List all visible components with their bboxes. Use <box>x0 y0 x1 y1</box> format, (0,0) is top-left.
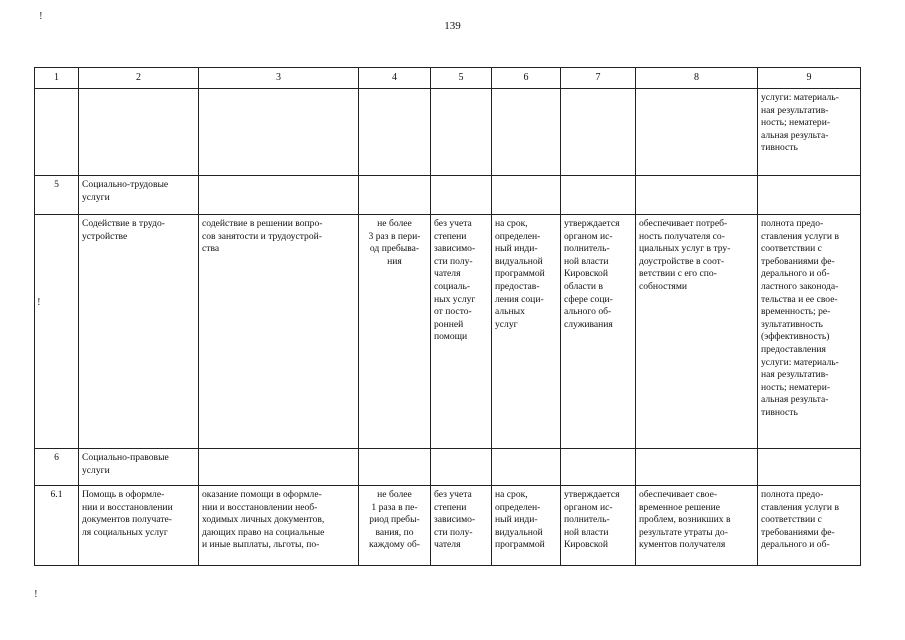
header-cell: 9 <box>758 68 861 89</box>
header-cell: 2 <box>79 68 199 89</box>
cell-term <box>492 176 561 215</box>
cell-term <box>492 449 561 486</box>
table-row <box>35 486 861 566</box>
cell-description: оказание помощи в оформле- нии и восстановлении необ- ходимых личных документов, дающих право на социальные и иные выплаты, льготы, по- <box>199 486 359 566</box>
table-row <box>35 215 861 449</box>
cell-conditions <box>758 449 861 486</box>
cell-service-name: Помощь в оформле- нии и восстановлении документов получате- ля социальных услуг <box>79 486 199 566</box>
cell-indicators <box>636 176 758 215</box>
cell-conditions: услуги: материаль- ная результатив- ность; нематери- альная результа- тивность <box>758 89 861 176</box>
cell-indicators <box>636 89 758 176</box>
cell-service-name: Социально-трудовые услуги <box>79 176 199 215</box>
page-number: 139 <box>444 20 461 32</box>
cell-conditions <box>758 176 861 215</box>
cell-indicators: обеспечивает свое- временное решение проблем, возникших в результате утраты до- кументов получателя <box>636 486 758 566</box>
table-row-section <box>35 449 861 486</box>
cell-frequency <box>359 176 431 215</box>
cell-tariff <box>561 89 636 176</box>
cell-conditions: полнота предо- ставления услуги в соответствии с требованиями фе- дерального и об- ластного законода- тельства и ее свое- временность; ре- зультативность (эффективность) предоставления услуги: материаль- ная результатив- ность; нематери- альная результа- тивность <box>758 215 861 449</box>
services-table <box>34 67 861 566</box>
cell-frequency <box>359 89 431 176</box>
cell-number: 6 <box>35 449 79 486</box>
header-cell: 4 <box>359 68 431 89</box>
cell-dependency <box>431 176 492 215</box>
cell-frequency <box>359 449 431 486</box>
cell-description <box>199 89 359 176</box>
cell-term: на срок, определен- ный инди- видуальной программой <box>492 486 561 566</box>
cell-tariff: утверждается органом ис- полнитель- ной власти Кировской области в сфере соци- ального об- служивания <box>561 215 636 449</box>
cell-number: 5 <box>35 176 79 215</box>
cell-frequency: не более 1 раза в пе- риод пребы- вания, по каждому об- <box>359 486 431 566</box>
table-row <box>35 89 861 176</box>
cell-service-name <box>79 89 199 176</box>
margin-mark: ! <box>39 10 43 22</box>
header-cell: 6 <box>492 68 561 89</box>
cell-number: 6.1 <box>35 486 79 566</box>
cell-indicators: обеспечивает потреб- ность получателя со- циальных услуг в тру- доустройстве в соот- ветствии с его спо- собностями <box>636 215 758 449</box>
cell-tariff <box>561 176 636 215</box>
header-cell: 1 <box>35 68 79 89</box>
margin-mark: ! <box>34 588 38 600</box>
cell-frequency: не более 3 раз в пери- од пребыва- ния <box>359 215 431 449</box>
header-cell: 5 <box>431 68 492 89</box>
cell-term: на срок, определен- ный инди- видуальной программой предостав- ления соци- альных услуг <box>492 215 561 449</box>
cell-service-name: Содействие в трудо- устройстве <box>79 215 199 449</box>
cell-number <box>35 215 79 449</box>
header-cell: 7 <box>561 68 636 89</box>
header-row <box>35 68 861 89</box>
table-row-section <box>35 176 861 215</box>
cell-dependency <box>431 449 492 486</box>
cell-dependency <box>431 89 492 176</box>
cell-indicators <box>636 449 758 486</box>
cell-term <box>492 89 561 176</box>
margin-mark: ! <box>37 296 41 308</box>
cell-dependency: без учета степени зависимо- сти полу- чателя <box>431 486 492 566</box>
header-cell: 8 <box>636 68 758 89</box>
cell-service-name: Социально-правовые услуги <box>79 449 199 486</box>
cell-description <box>199 449 359 486</box>
cell-description: содействие в решении вопро- сов занятости и трудоустрой- ства <box>199 215 359 449</box>
cell-description <box>199 176 359 215</box>
header-cell: 3 <box>199 68 359 89</box>
cell-tariff <box>561 449 636 486</box>
cell-conditions: полнота предо- ставления услуги в соответствии с требованиями фе- дерального и об- <box>758 486 861 566</box>
cell-tariff: утверждается органом ис- полнитель- ной власти Кировской <box>561 486 636 566</box>
cell-number <box>35 89 79 176</box>
cell-dependency: без учета степени зависимо- сти полу- чателя социаль- ных услуг от посто- ронней помощи <box>431 215 492 449</box>
